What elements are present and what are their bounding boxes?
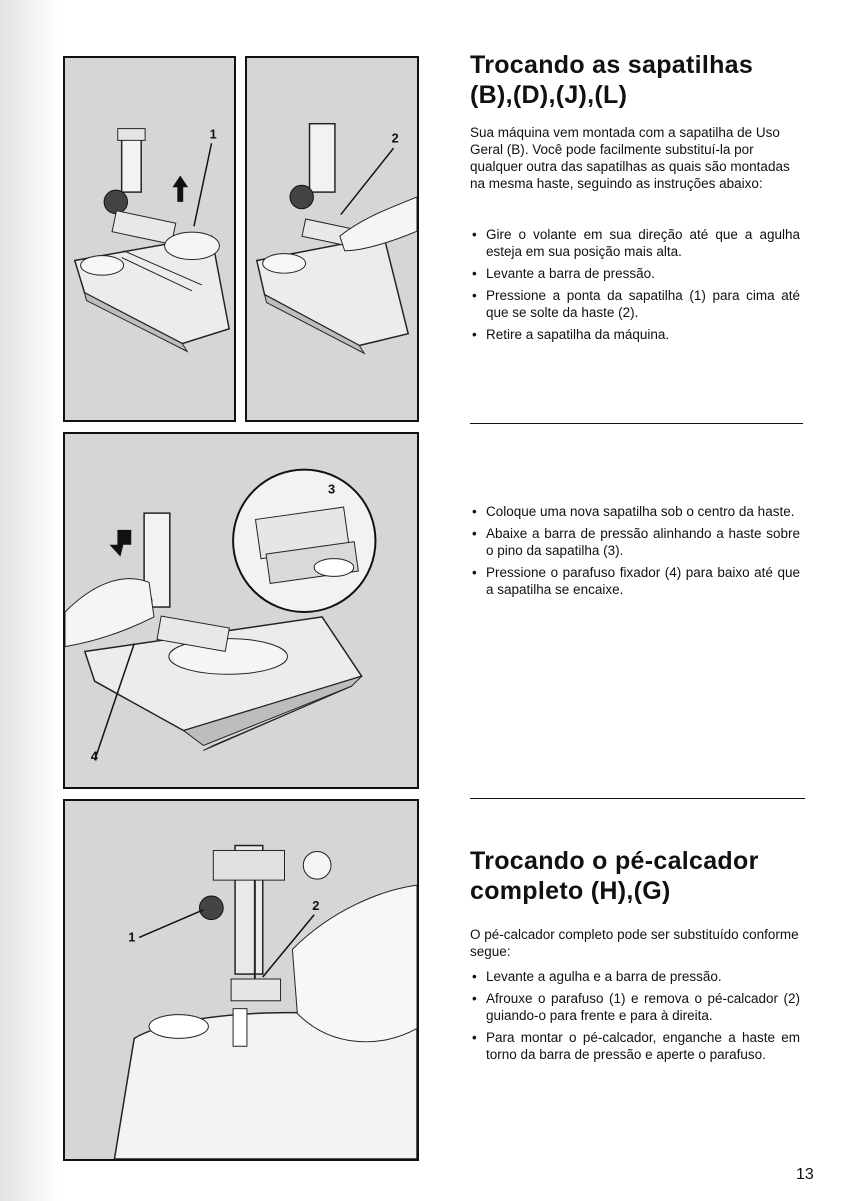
list-item: • Levante a agulha e a barra de pressão. xyxy=(470,968,800,985)
list-item: • Abaixe a barra de pressão alinhando a haste sobre o pino da sapatilha (3). xyxy=(470,525,800,559)
illustration-complete-foot xyxy=(65,801,417,1159)
list-item: • Para montar o pé-calcador, enganche a haste em torno da barra de pressão e aperte o parafuso. xyxy=(470,1029,800,1063)
list-item: • Pressione a ponta da sapatilha (1) para cima até que se solte da haste (2). xyxy=(470,287,800,321)
section3-title-line1: Trocando o pé-calcador xyxy=(470,847,759,875)
section3-title xyxy=(470,846,759,906)
illustration-install-foot xyxy=(65,434,417,787)
page-edge-shading xyxy=(0,0,60,1201)
figure-complete-foot xyxy=(63,799,419,1161)
illustration-foot-release xyxy=(247,58,417,420)
section1-intro: Sua máquina vem montada com a sapatilha de Uso Geral (B). Você pode facilmente substituí-la por qualquer outra das sapatilhas as quais são montadas na mesma haste, seguindo as instruções abaixo: xyxy=(470,125,790,191)
section1-steps xyxy=(470,226,800,348)
list-item: • Gire o volante em sua direção até que a agulha esteja em sua posição mais alta. xyxy=(470,226,800,260)
figure-foot-release xyxy=(245,56,419,422)
list-item: • Retire a sapatilha da máquina. xyxy=(470,326,800,343)
label-1-fig4: 1 xyxy=(128,929,136,945)
divider xyxy=(470,423,803,424)
label-2: 2 xyxy=(391,131,399,146)
section1-title-line2: (B),(D),(J),(L) xyxy=(470,81,628,109)
section3-steps xyxy=(470,968,800,1068)
list-item: • Pressione o parafuso fixador (4) para baixo até que a sapatilha se encaixe. xyxy=(470,564,800,598)
label-2-fig4: 2 xyxy=(312,897,320,913)
list-item: • Coloque uma nova sapatilha sob o centro da haste. xyxy=(470,503,800,520)
label-1: 1 xyxy=(209,127,217,142)
figure-install-foot xyxy=(63,432,419,789)
list-item: • Afrouxe o parafuso (1) e remova o pé-calcador (2) guiando-o para frente e para à direita. xyxy=(470,990,800,1024)
list-item: • Levante a barra de pressão. xyxy=(470,265,800,282)
label-4: 4 xyxy=(90,748,98,764)
page-number: 13 xyxy=(796,1166,814,1183)
section1-title xyxy=(470,50,753,110)
divider xyxy=(470,798,805,799)
section3-intro: O pé-calcador completo pode ser substituído conforme segue: xyxy=(470,927,799,959)
figure-remove-foot xyxy=(63,56,236,422)
section1-title-line1: Trocando as sapatilhas xyxy=(470,51,754,79)
section2-steps xyxy=(470,503,800,603)
section3-title-line2: completo (H),(G) xyxy=(470,877,671,905)
label-3: 3 xyxy=(328,481,336,497)
illustration-remove-foot xyxy=(65,58,234,420)
